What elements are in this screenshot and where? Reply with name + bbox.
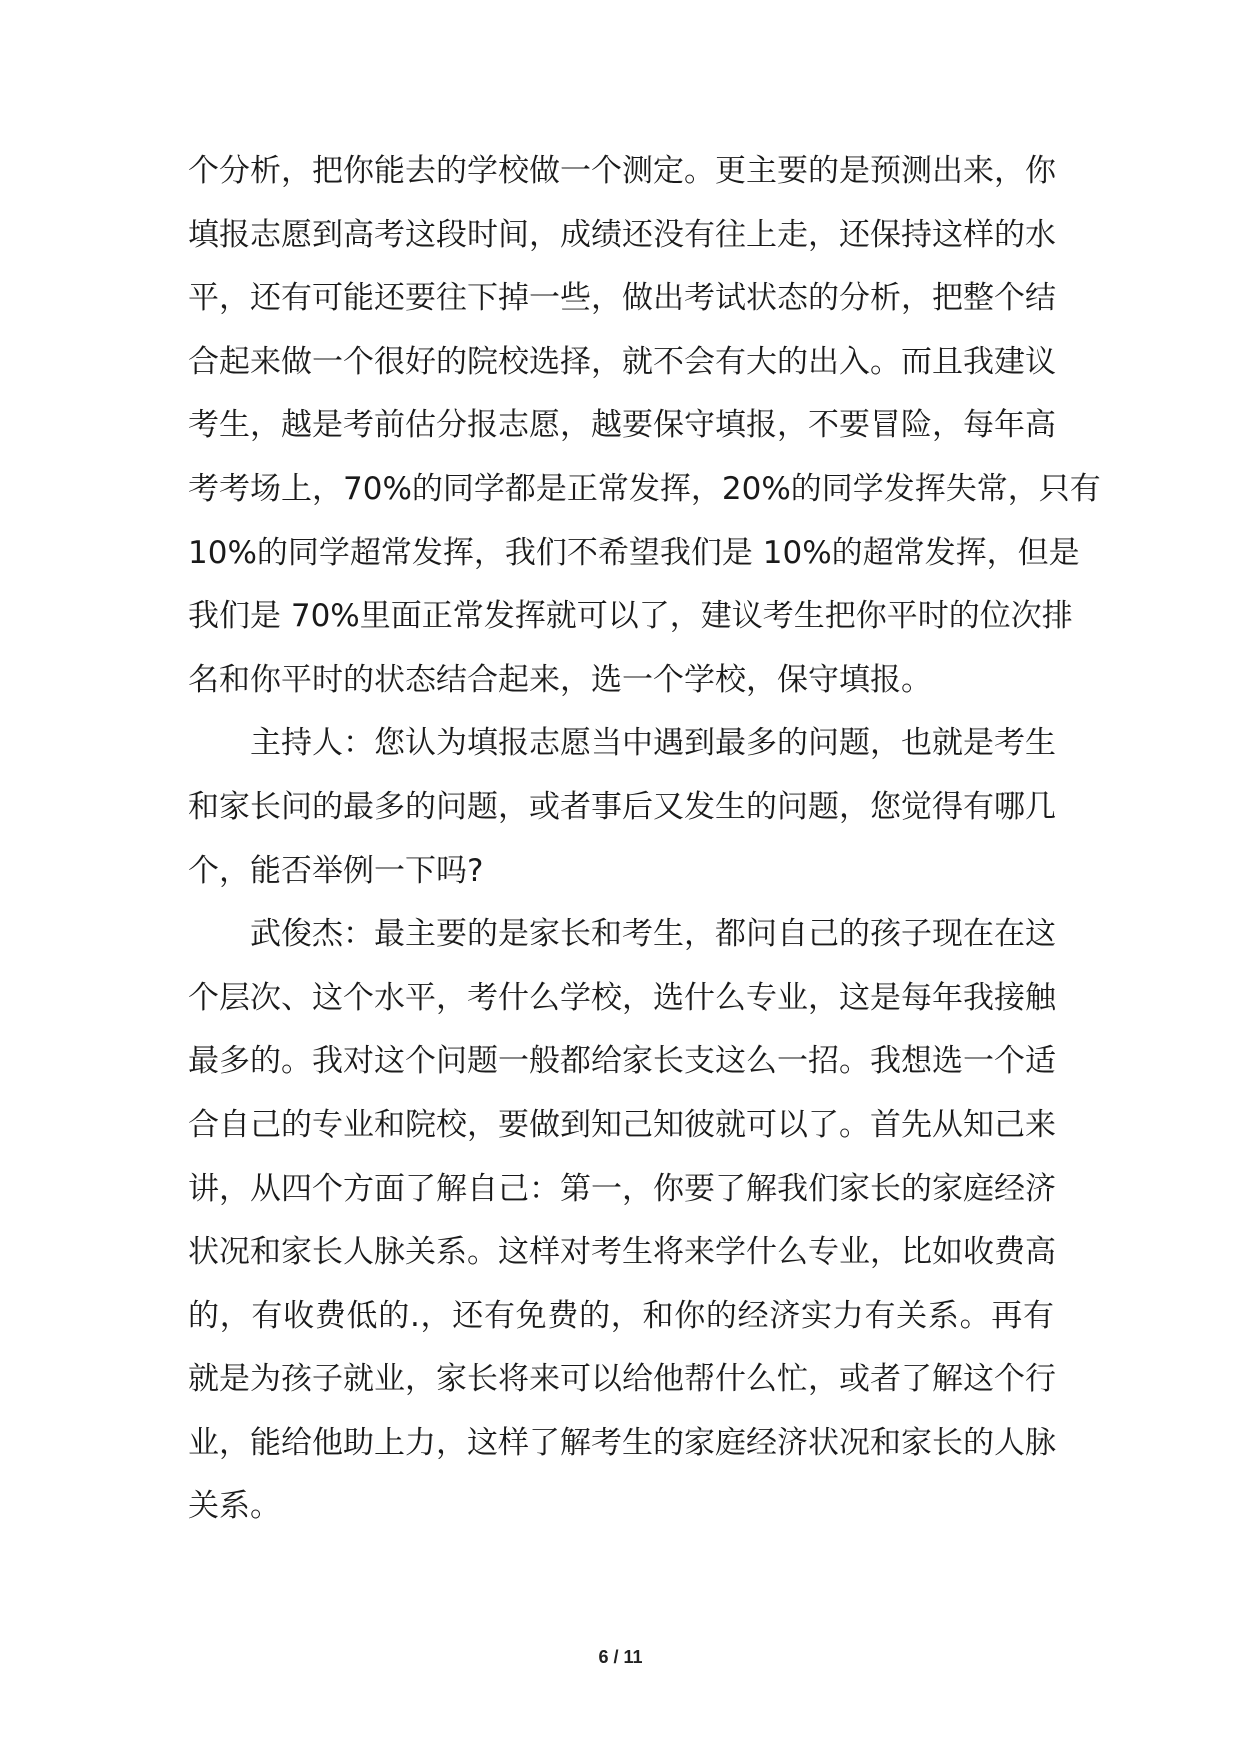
text-line: 就是为孩子就业，家长将来可以给他帮什么忙，或者了解这个行 (188, 1361, 1056, 1398)
paragraph (188, 140, 1101, 712)
text-line: 考生，越是考前估分报志愿，越要保守填报，不要冒险，每年高 (188, 407, 1056, 444)
text-line: 关系。 (188, 1488, 281, 1525)
text-line: 业，能给他助上力，这样了解考生的家庭经济状况和家长的人脉 (188, 1424, 1056, 1461)
text-line: 状况和家长人脉关系。这样对考生将来学什么专业，比如收费高 (188, 1234, 1056, 1271)
page-number: 6 / 11 (598, 1647, 643, 1667)
document-body (188, 140, 1101, 1539)
text-line: 合自己的专业和院校，要做到知己知彼就可以了。首先从知己来 (188, 1106, 1056, 1143)
text-line: 考考场上，70%的同学都是正常发挥，20%的同学发挥失常，只有 (188, 470, 1101, 507)
text-line: 10%的同学超常发挥，我们不希望我们是 10%的超常发挥，但是 (188, 534, 1080, 571)
text-line: 和家长问的最多的问题，或者事后又发生的问题，您觉得有哪几 (188, 788, 1056, 825)
text-line: 合起来做一个很好的院校选择，就不会有大的出入。而且我建议 (188, 343, 1056, 380)
text-line: 的，有收费低的.，还有免费的，和你的经济实力有关系。再有 (188, 1297, 1054, 1334)
text-line: 平，还有可能还要往下掉一些，做出考试状态的分析，把整个结 (188, 280, 1056, 317)
text-line: 个，能否举例一下吗? (188, 852, 484, 889)
text-line: 最多的。我对这个问题一般都给家长支这么一招。我想选一个适 (188, 1043, 1056, 1080)
text-line: 我们是 70%里面正常发挥就可以了，建议考生把你平时的位次排 (188, 598, 1073, 635)
paragraph (188, 712, 1054, 903)
text-line: 名和你平时的状态结合起来，选一个学校，保守填报。 (188, 661, 932, 698)
text-line: 个层次、这个水平，考什么学校，选什么专业，这是每年我接触 (188, 979, 1056, 1016)
text-line: 讲，从四个方面了解自己：第一，你要了解我们家长的家庭经济 (188, 1170, 1056, 1207)
text-line: 填报志愿到高考这段时间，成绩还没有往上走，还保持这样的水 (188, 216, 1056, 253)
text-line: 武俊杰：最主要的是家长和考生，都问自己的孩子现在在这 (250, 916, 1056, 953)
text-line: 主持人：您认为填报志愿当中遇到最多的问题，也就是考生 (250, 725, 1056, 762)
text-line: 个分析，把你能去的学校做一个测定。更主要的是预测出来，你 (188, 153, 1056, 189)
paragraph (188, 903, 1054, 1539)
